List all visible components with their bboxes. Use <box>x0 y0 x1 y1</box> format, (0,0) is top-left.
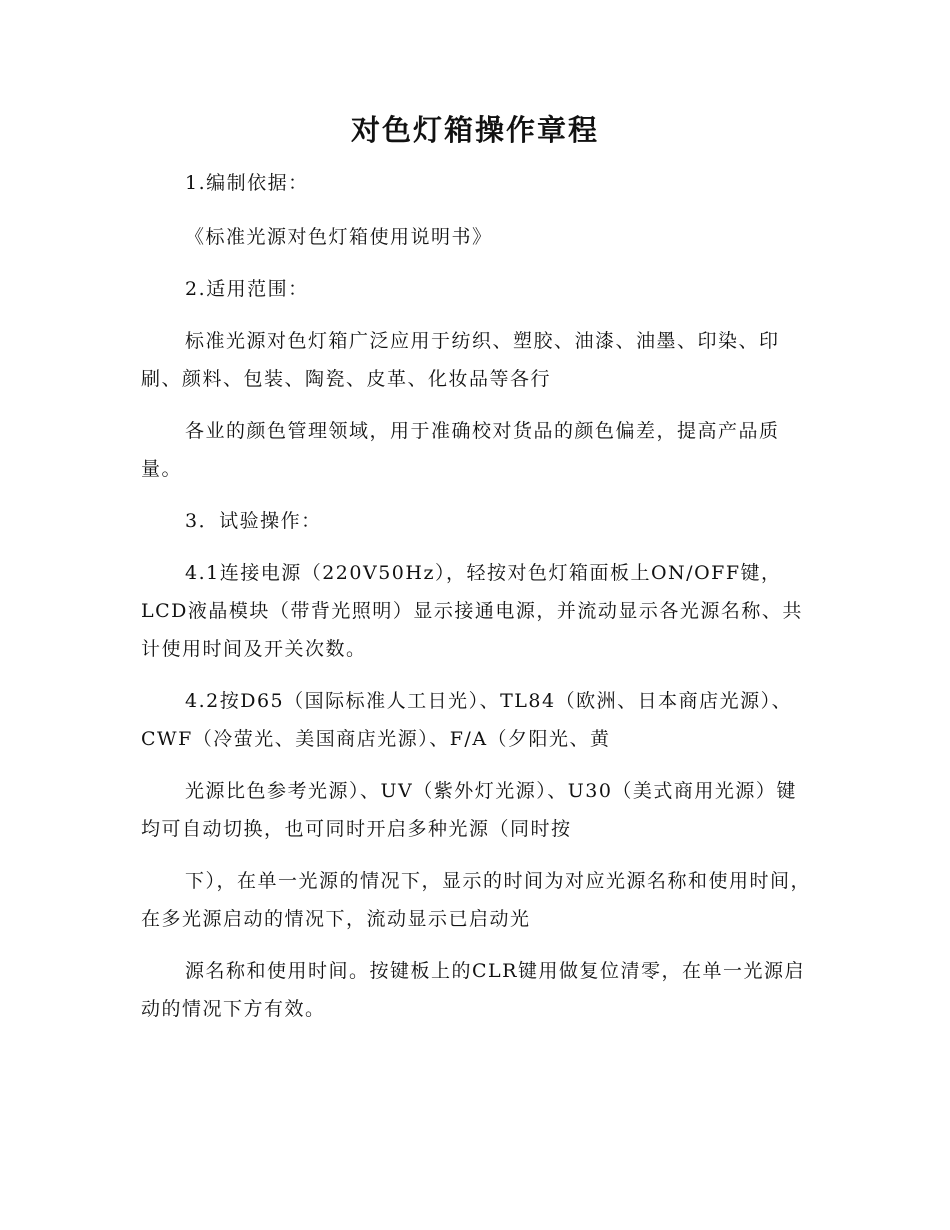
operation-step-4-1: 4.1连接电源（220V50Hz），轻按对色灯箱面板上ON/OFF键，LCD液晶模块（带背光照明）显示接通电源，并流动显示各光源名称、共计使用时间及开关次数。 <box>141 562 803 660</box>
operation-step-4-2-part-2: 光源比色参考光源）、UV（紫外灯光源）、U30（美式商用光源）键均可自动切换，也可同时开启多种光源（同时按 <box>141 780 797 840</box>
basis-text: 《标准光源对色灯箱使用说明书》 <box>185 226 493 248</box>
page-title: 对色灯箱操作章程 <box>350 113 599 147</box>
operation-step-4-2-part-1: 4.2按D65（国际标准人工日光）、TL84（欧洲、日本商店光源）、CWF（冷萤光、美国商店光源）、F/A（夕阳光、黄 <box>141 690 793 750</box>
section-heading-basis: 1.编制依据： <box>185 172 309 194</box>
operation-step-4-2-part-3: 下），在单一光源的情况下，显示的时间为对应光源名称和使用时间，在多光源启动的情况下，流动显示已启动光 <box>141 870 812 930</box>
section-heading-scope: 2.适用范围： <box>185 278 309 300</box>
scope-text-1: 标准光源对色灯箱广泛应用于纺织、塑胶、油漆、油墨、印染、印刷、颜料、包装、陶瓷、皮革、化妆品等各行 <box>141 330 780 390</box>
scope-text-2: 各业的颜色管理领域，用于准确校对货品的颜色偏差，提高产品质量。 <box>141 420 780 480</box>
section-heading-operation: 3．试验操作： <box>185 510 322 532</box>
operation-step-4-2-part-4: 源名称和使用时间。按键板上的CLR键用做复位清零，在单一光源启动的情况下方有效。 <box>141 960 805 1020</box>
